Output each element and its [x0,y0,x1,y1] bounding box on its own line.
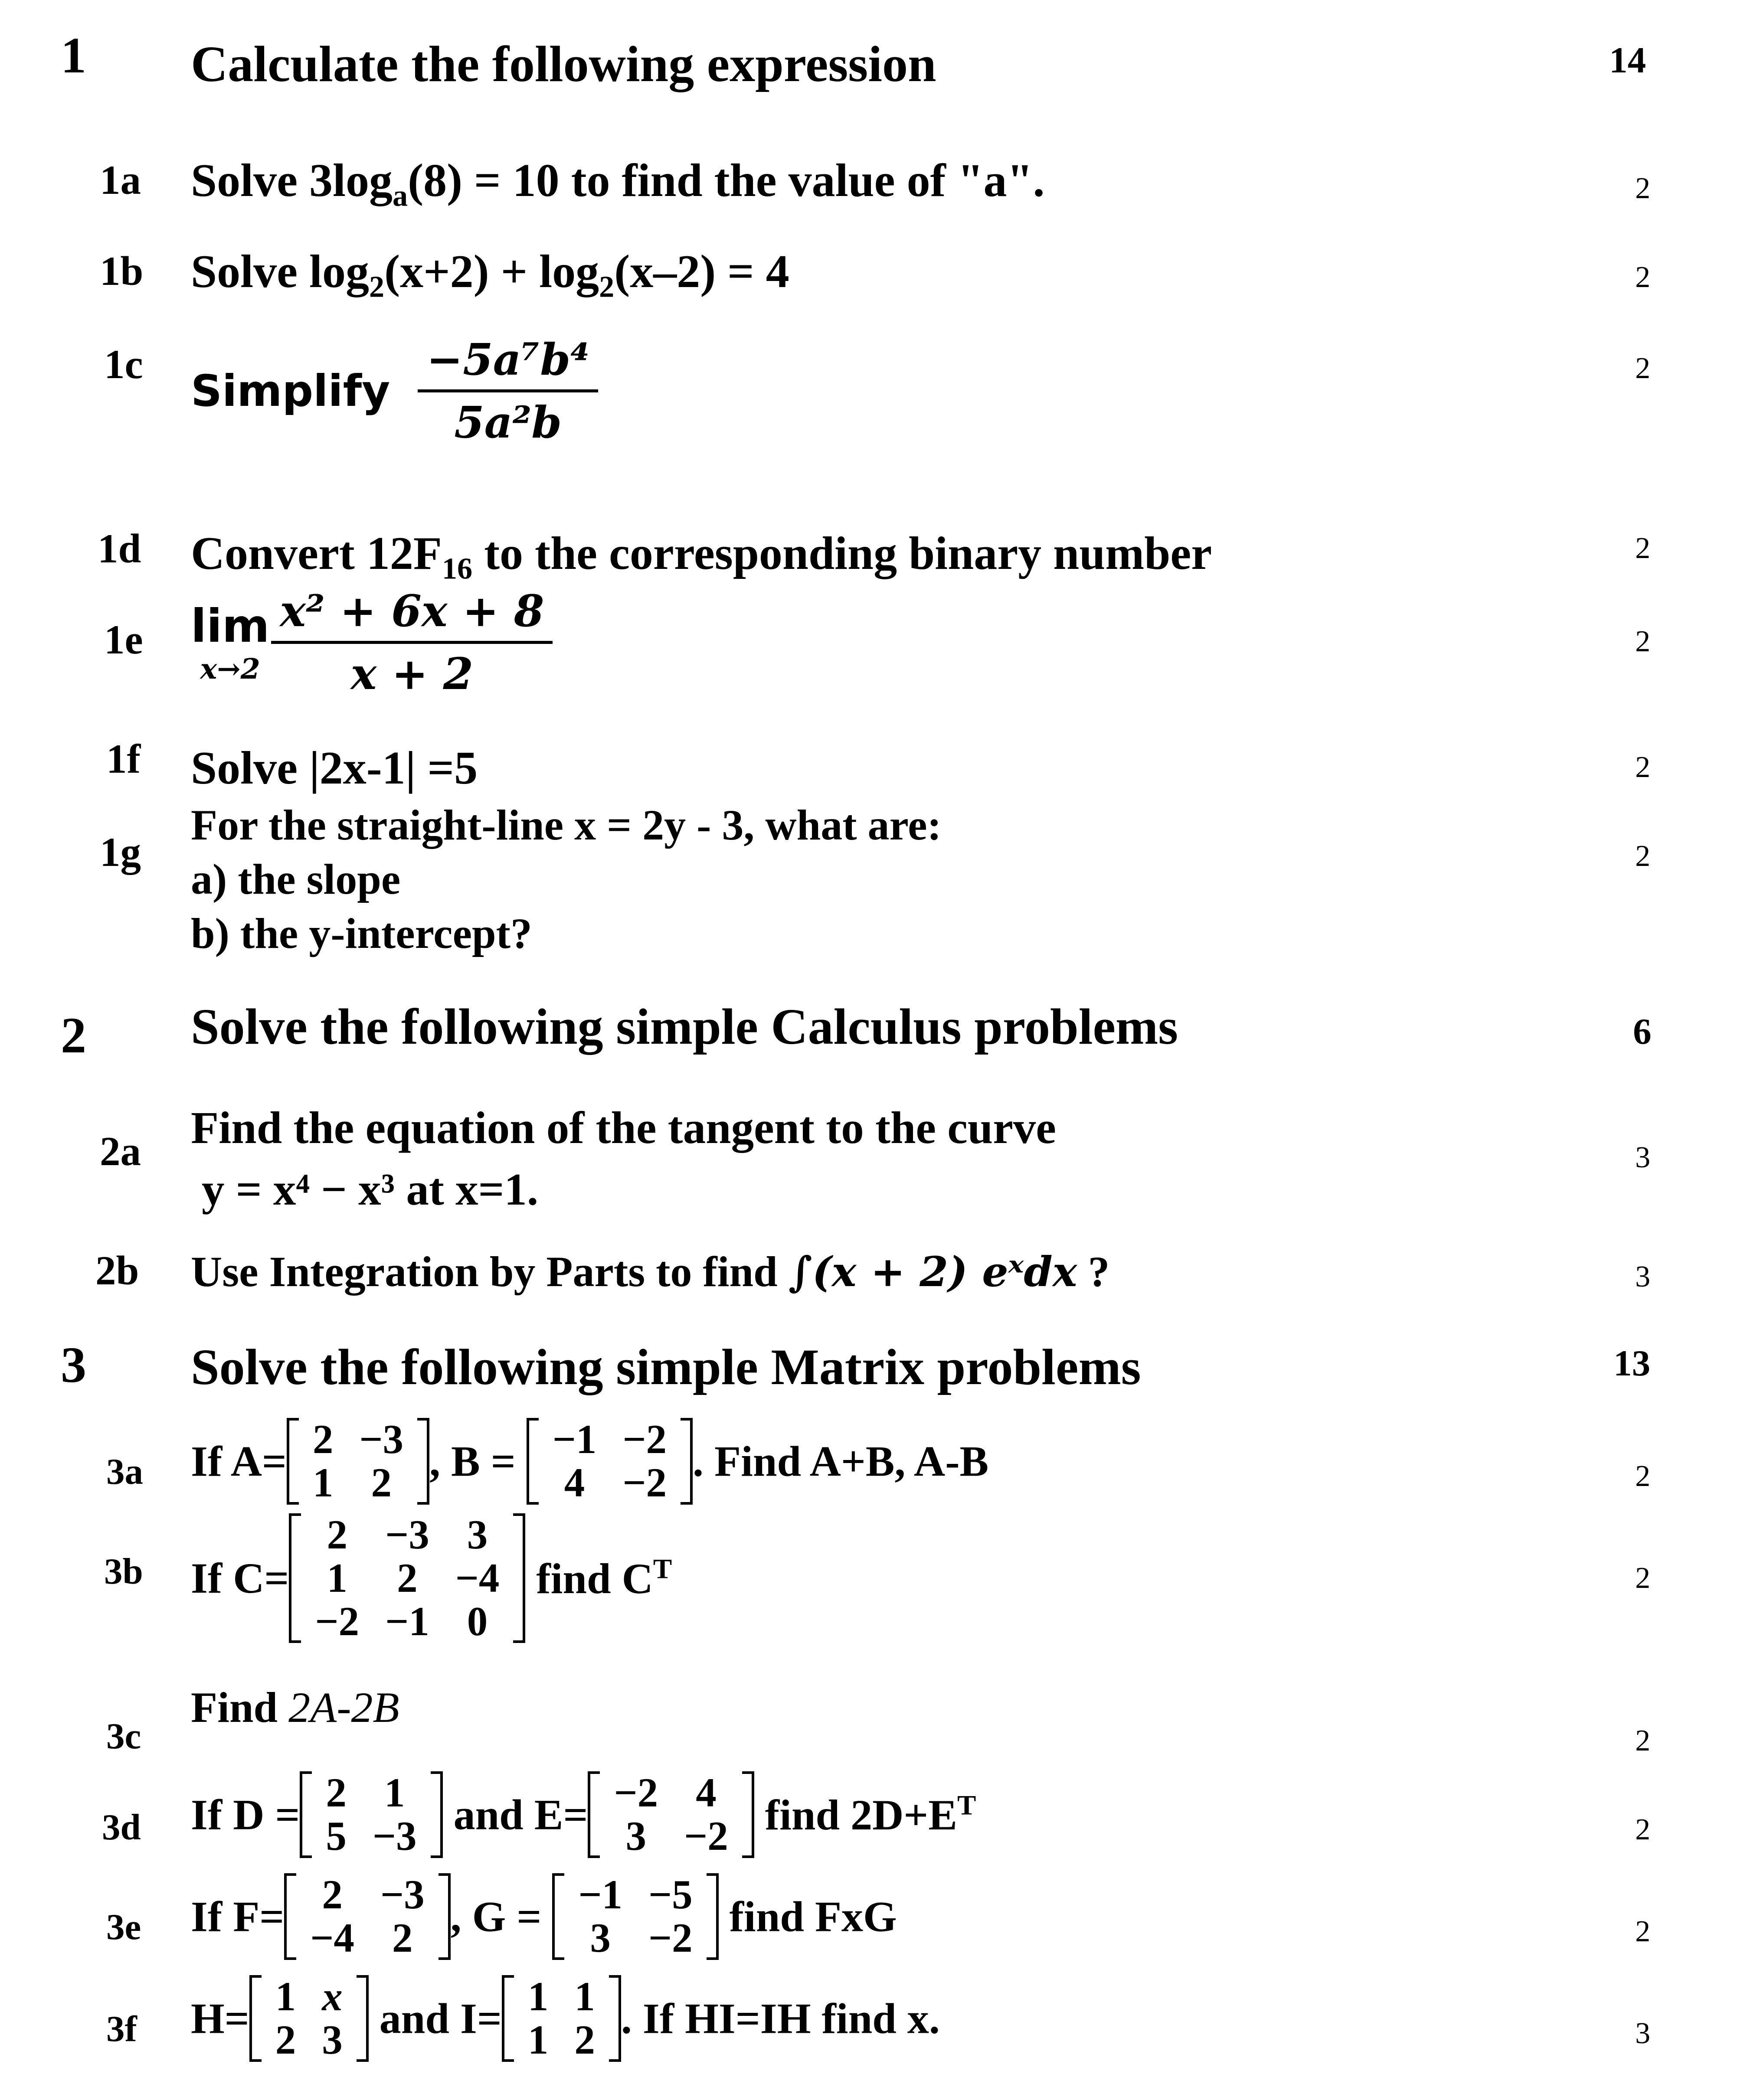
question-3-marks: 13 [1613,1343,1650,1384]
label-1a: 1a [100,157,141,203]
expr-3d [191,1771,976,1858]
text-3e-p1: If F= [191,1892,285,1941]
text-3d-find: find 2D+E [765,1790,957,1839]
matrix-A-table [300,1418,416,1505]
matrix-cell: 2 [397,1555,418,1601]
question-1-marks: 14 [1609,40,1646,81]
matrix-cell: 2 [327,1512,347,1558]
fraction-1e-numerator: x² + 6x + 8 [271,585,553,644]
fraction-1c-numerator: −5a⁷b⁴ [418,334,598,392]
matrix-cell: 1 [312,1459,334,1506]
text-3d-p3 [765,1791,976,1839]
matrix-cell: 3 [625,1813,647,1859]
text-1a-sub: a [393,179,408,213]
integral-expression: ∫(x + 2) eˣdx [788,1248,1077,1296]
marks-3b: 2 [1635,1561,1650,1595]
matrix-cell: 1 [327,1555,347,1601]
matrix-D [300,1771,442,1858]
transpose-sup: T [957,1790,976,1821]
matrix-cell: 0 [467,1598,488,1644]
matrix-cell: 3 [590,1914,611,1961]
label-2b: 2b [95,1248,139,1293]
label-3a: 3a [106,1451,143,1492]
text-3d-p2: and E= [453,1790,588,1839]
text-1g [191,798,942,960]
text-3b-find: find C [536,1554,653,1603]
matrix-cell: −2 [622,1459,667,1506]
expr-3e [191,1873,897,1960]
question-number-3: 3 [61,1336,86,1393]
matrix-cell: 2 [312,1416,334,1462]
text-1g-line1: For the straight-line x = 2y - 3, what are: [191,801,942,849]
label-2a: 2a [100,1128,141,1174]
text-2b-pre: Use Integration by Parts to find [191,1248,778,1296]
text-3c [191,1682,399,1732]
matrix-cell: −3 [372,1813,417,1859]
marks-3a: 2 [1635,1460,1650,1493]
marks-3e: 2 [1635,1915,1650,1948]
marks-3f: 3 [1635,2017,1650,2050]
marks-1g: 2 [1635,839,1650,873]
question-number-1: 1 [61,27,86,84]
matrix-D-table [313,1771,429,1858]
text-2b [191,1247,1109,1297]
marks-1c: 2 [1635,352,1650,385]
simplify-word: Simplify [191,366,390,416]
question-3-title: Solve the following simple Matrix problems [191,1339,1141,1395]
matrix-E [588,1771,754,1858]
matrix-cell: 2 [392,1914,413,1961]
matrix-cell: −3 [385,1512,429,1558]
matrix-cell: −5 [648,1871,693,1917]
fraction-1e [271,585,553,699]
fraction-1c [418,334,598,448]
text-1b-s2: 2 [599,270,615,304]
matrix-cell: −2 [648,1914,693,1961]
matrix-H [249,1975,369,2062]
matrix-A [287,1418,429,1505]
text-3c-expr: 2A-2B [288,1683,399,1731]
fraction-1e-denominator: x + 2 [350,648,474,699]
lim-subscript: x→2 [200,652,260,686]
text-2a-line1: Find the equation of the tangent to the curve [191,1102,1056,1153]
text-2a-line2: y = x⁴ − x³ at x=1. [202,1163,539,1215]
question-2-marks: 6 [1633,1011,1652,1052]
matrix-cell: −1 [385,1598,429,1644]
label-1e: 1e [104,617,143,663]
text-3c-pre: Find [191,1683,289,1731]
text-3b-p2 [536,1555,672,1603]
question-2-title: Solve the following simple Calculus problems [191,998,1178,1055]
label-3f: 3f [106,2009,137,2049]
marks-1b: 2 [1635,261,1650,294]
matrix-cell: 1 [527,2016,549,2063]
marks-1e: 2 [1635,625,1650,658]
text-1d-sub: 16 [442,552,473,586]
marks-1d: 2 [1635,532,1650,565]
text-1b-t3: (x–2) = 4 [614,246,789,297]
label-1f: 1f [106,736,141,782]
text-1a [191,154,1045,214]
matrix-cell: −2 [614,1770,658,1816]
question-number-2: 2 [61,1007,86,1064]
text-1a-post: (8) = 10 to find the value of "a". [408,155,1045,206]
expr-3a [191,1418,988,1505]
text-3f-p2: and I= [379,1994,502,2043]
matrix-cell: −1 [578,1871,622,1917]
lim-text: lim [191,599,270,653]
text-1d-pre: Convert 12F [191,528,442,579]
matrix-cell: −3 [359,1416,404,1462]
matrix-I [502,1975,621,2062]
text-3b-p1: If C= [191,1554,289,1603]
matrix-F-table [297,1873,437,1960]
text-1g-line3: b) the y-intercept? [191,909,532,957]
text-3f-p3: . If HI=IH find x. [621,1994,940,2043]
matrix-cell: −2 [684,1813,728,1859]
text-1d-post: to the corresponding binary number [472,528,1212,579]
matrix-cell: 4 [564,1459,585,1506]
matrix-C [289,1513,525,1643]
matrix-G-table [565,1873,705,1960]
marks-2a: 3 [1635,1141,1650,1174]
text-1f: Solve |2x-1| =5 [191,742,478,794]
matrix-cell: 2 [326,1770,347,1816]
fraction-1c-denominator: 5a²b [454,397,562,448]
matrix-H-table [262,1975,356,2062]
matrix-cell: −4 [455,1555,500,1601]
text-2a [191,1097,1056,1220]
marks-1a: 2 [1635,172,1650,205]
matrix-F [284,1873,450,1960]
matrix-cell: −2 [315,1598,360,1644]
matrix-cell: 2 [275,2016,296,2063]
matrix-cell: −1 [552,1416,597,1462]
text-1b-t1: Solve log [191,246,370,297]
text-1b-s1: 2 [369,270,385,304]
text-1b-t2: (x+2) + log [384,246,599,297]
matrix-cell: 1 [574,1973,595,2019]
label-1c: 1c [104,341,143,387]
matrix-cell: 1 [384,1770,405,1816]
text-3a-p1: If A= [191,1437,287,1486]
limit-operator [191,600,269,686]
label-3c: 3c [106,1716,141,1757]
text-3a-p3: . Find A+B, A-B [693,1437,989,1486]
text-3e-p2: , G = [450,1892,553,1941]
matrix-cell: 5 [326,1813,347,1859]
text-2b-post: ? [1077,1248,1110,1296]
text-1b [191,245,789,305]
expr-1e [191,585,553,699]
matrix-cell: 1 [527,1973,549,2019]
matrix-cell: 3 [467,1512,488,1558]
matrix-cell: −4 [310,1914,354,1961]
matrix-G [552,1873,718,1960]
label-3b: 3b [104,1551,143,1592]
expr-3b [191,1513,672,1643]
label-1d: 1d [98,526,141,572]
matrix-cell: 3 [322,2016,343,2063]
text-1a-pre: Solve 3log [191,155,393,206]
matrix-cell: 2 [371,1459,392,1506]
marks-1f: 2 [1635,751,1650,784]
text-3e-p3: find FxG [729,1892,897,1941]
expr-1c [191,334,598,448]
matrix-cell: −3 [380,1871,425,1917]
matrix-cell: 2 [574,2016,595,2063]
matrix-cell: x [322,1973,343,2019]
matrix-C-table [302,1513,512,1643]
question-1-title: Calculate the following expression [191,36,936,92]
matrix-cell: 2 [322,1871,343,1917]
matrix-cell: 4 [696,1770,717,1816]
marks-3d: 2 [1635,1813,1650,1846]
matrix-I-table [515,1975,608,2062]
text-3a-p2: , B = [429,1437,527,1486]
text-3d-p1: If D = [191,1790,300,1839]
text-1g-line2: a) the slope [191,855,401,903]
text-3f-p1: H= [191,1994,249,2043]
matrix-cell: 1 [275,1973,296,2019]
transpose-sup: T [653,1553,672,1585]
label-1b: 1b [100,248,144,294]
marks-2b: 3 [1635,1260,1650,1293]
label-3e: 3e [106,1907,141,1947]
marks-3c: 2 [1635,1724,1650,1757]
label-3d: 3d [102,1807,141,1848]
matrix-cell: −2 [622,1416,667,1462]
expr-3f [191,1975,940,2062]
matrix-E-table [601,1771,741,1858]
label-1g: 1g [100,829,141,875]
matrix-B-table [540,1418,680,1505]
text-1d [191,527,1212,587]
matrix-B [527,1418,693,1505]
